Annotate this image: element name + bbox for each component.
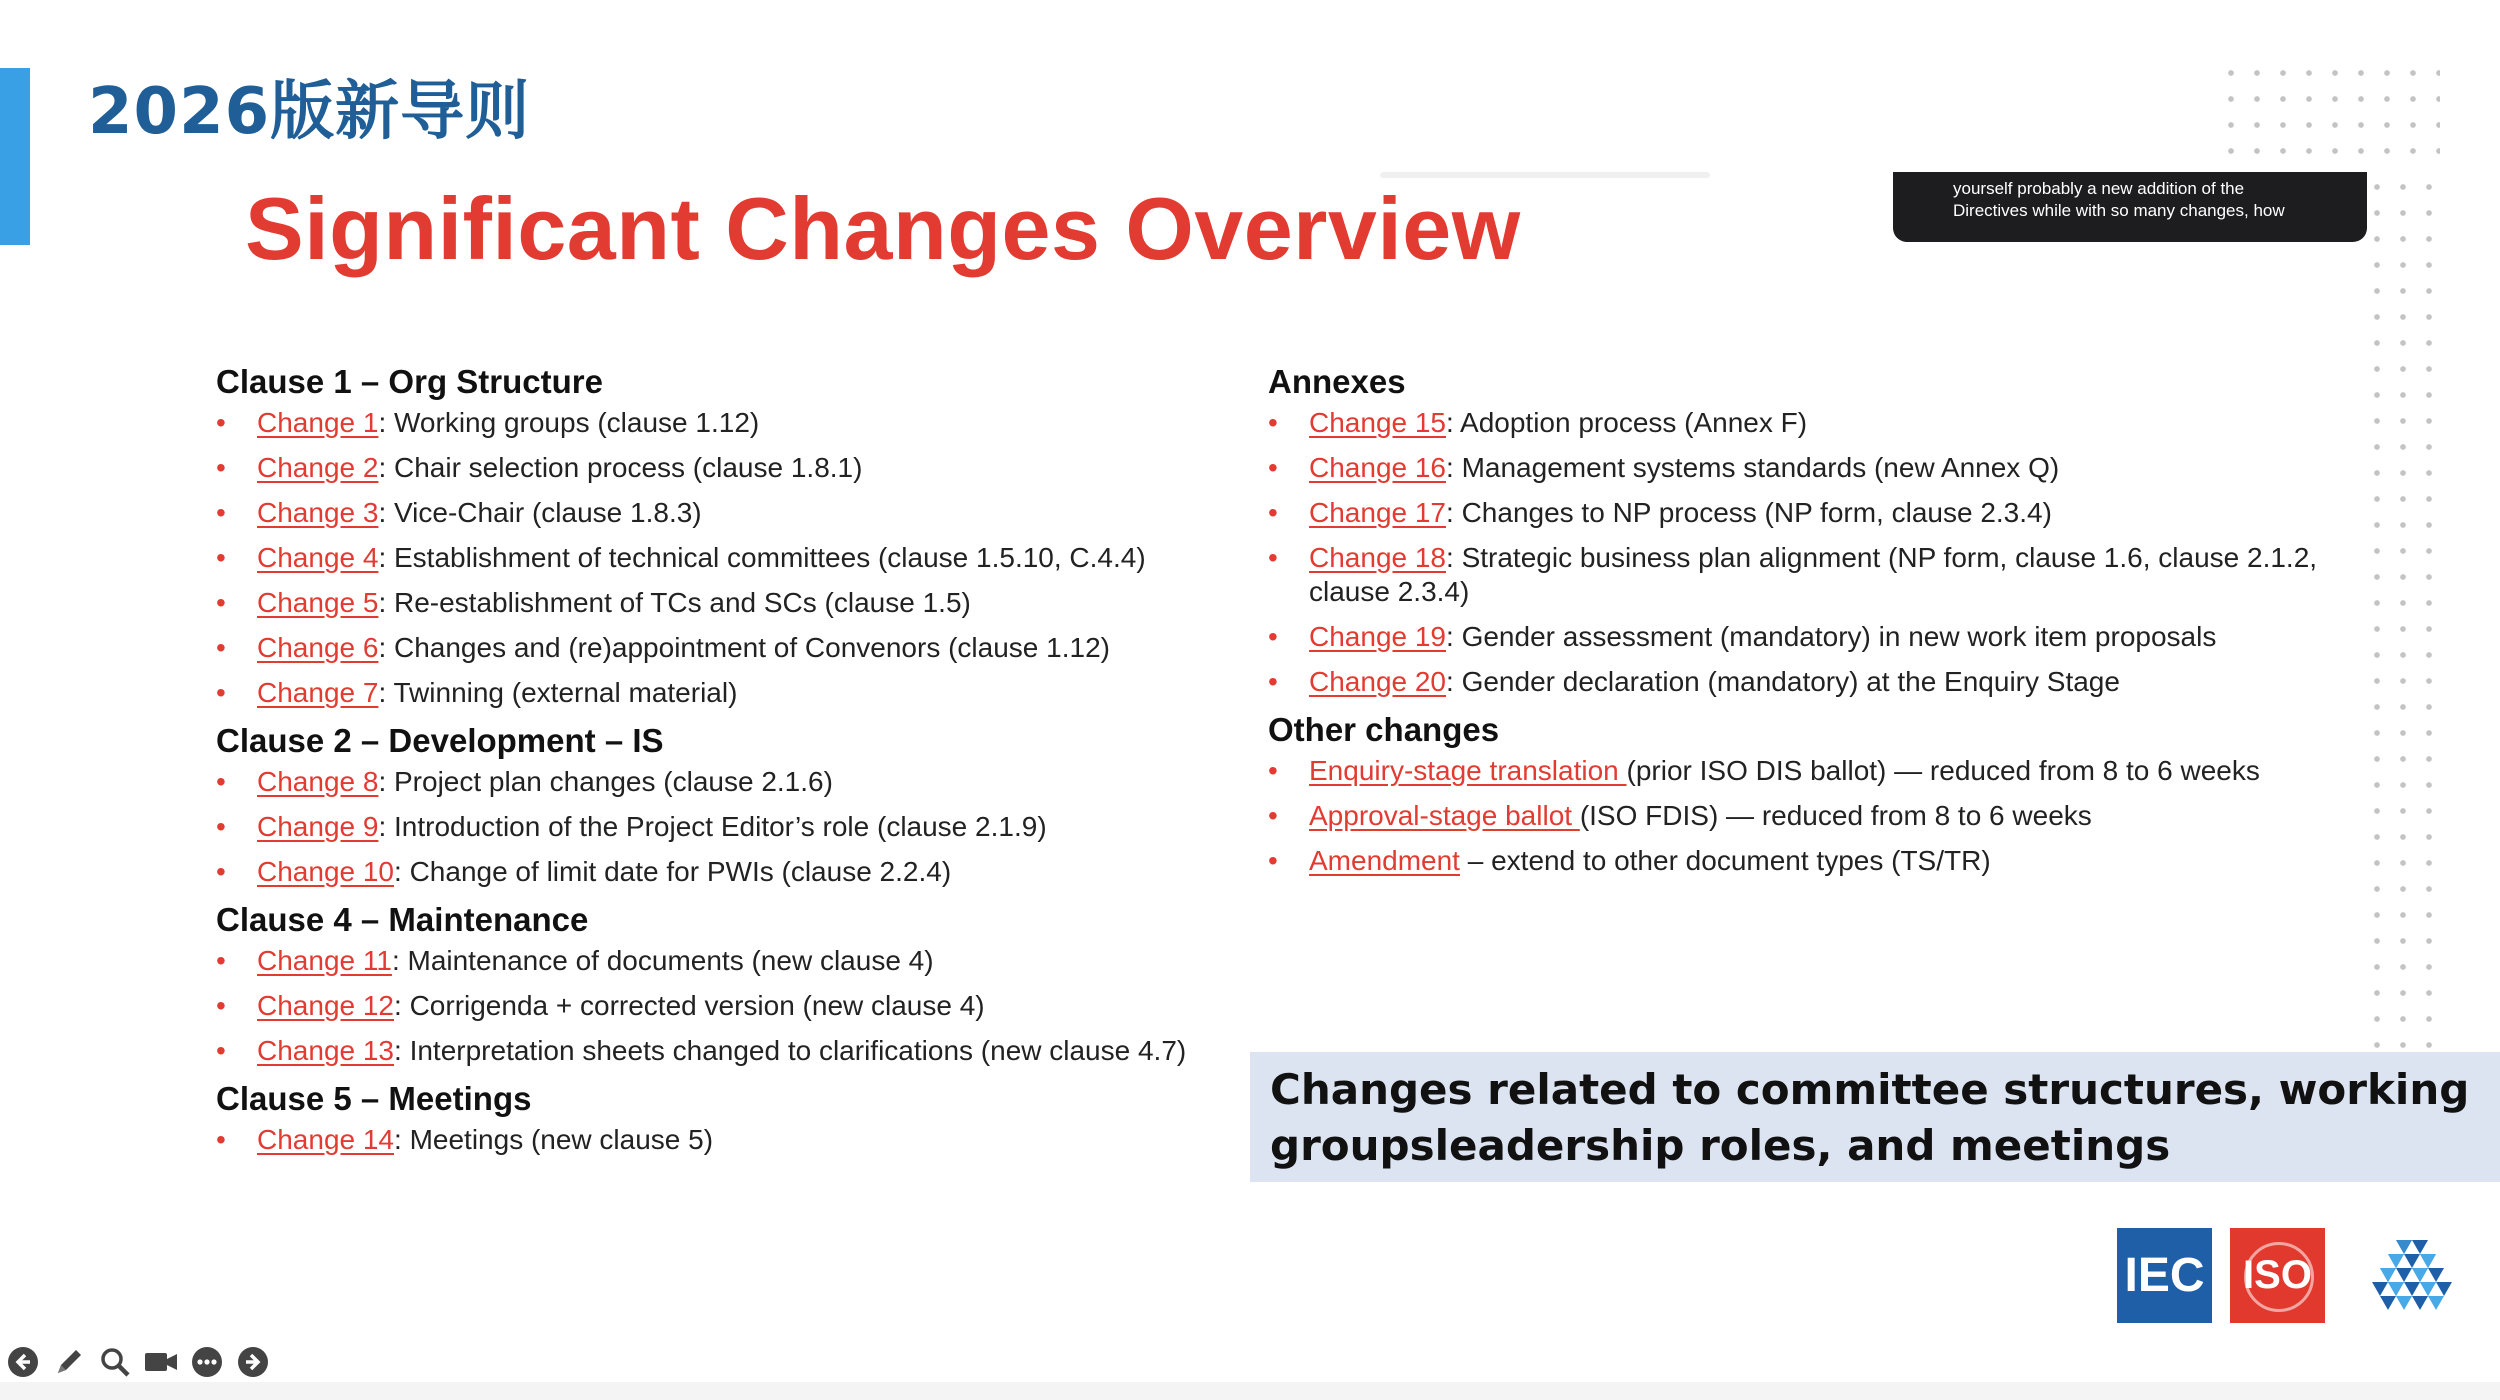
list-item xyxy=(216,676,1216,710)
next-icon xyxy=(236,1345,270,1379)
bottom-strip xyxy=(0,1382,2500,1400)
list-item xyxy=(216,989,1216,1023)
list-item xyxy=(216,496,1216,530)
change-link[interactable]: Change 12 xyxy=(257,990,395,1021)
section-title: Clause 4 – Maintenance xyxy=(216,901,589,938)
change-link[interactable]: Change 18 xyxy=(1309,542,1447,573)
list-item xyxy=(216,1123,1216,1157)
change-list xyxy=(1268,406,2318,699)
change-list xyxy=(216,944,1216,1068)
list-item xyxy=(1268,844,2318,878)
presenter-toolbar xyxy=(4,1342,272,1382)
iec-logo-text: IEC xyxy=(2124,1249,2205,1302)
change-link[interactable]: Change 3 xyxy=(257,497,379,528)
change-link[interactable]: Change 2 xyxy=(257,452,379,483)
pen-icon xyxy=(52,1345,86,1379)
camera-icon xyxy=(143,1345,179,1379)
change-description: : Meetings (new clause 5) xyxy=(394,1124,714,1155)
list-item xyxy=(216,586,1216,620)
change-link[interactable]: Change 6 xyxy=(257,632,379,663)
more-icon xyxy=(190,1345,224,1379)
change-description: : Maintenance of documents (new clause 4) xyxy=(391,945,934,976)
change-description: : Gender assessment (mandatory) in new work item proposals xyxy=(1446,621,2217,652)
prev-slide-button[interactable] xyxy=(4,1343,42,1381)
change-link[interactable]: Amendment xyxy=(1309,845,1460,876)
change-link[interactable]: Change 13 xyxy=(257,1035,395,1066)
list-item xyxy=(216,406,1216,440)
change-description: (prior ISO DIS ballot) — reduced from 8 to 6 weeks xyxy=(1626,755,2260,786)
list-item xyxy=(1268,799,2318,833)
change-description: : Corrigenda + corrected version (new clause 4) xyxy=(394,990,985,1021)
list-item xyxy=(1268,541,2318,609)
change-link[interactable]: Change 19 xyxy=(1309,621,1447,652)
list-item xyxy=(1268,496,2318,530)
list-item xyxy=(216,944,1216,978)
change-list xyxy=(216,1123,1216,1157)
change-description: : Vice-Chair (clause 1.8.3) xyxy=(378,497,702,528)
change-description: : Management systems standards (new Annex Q) xyxy=(1446,452,2060,483)
dot-grid-right xyxy=(2364,174,2440,1054)
change-list xyxy=(1268,754,2318,878)
list-item xyxy=(1268,665,2318,699)
section xyxy=(1268,362,2318,699)
change-description: (ISO FDIS) — reduced from 8 to 6 weeks xyxy=(1579,800,2092,831)
change-description: : Changes to NP process (NP form, clause 2.3.4) xyxy=(1446,497,2052,528)
section-title: Clause 1 – Org Structure xyxy=(216,363,603,400)
slide-title: 2026版新导则 xyxy=(88,75,531,149)
list-item xyxy=(1268,451,2318,485)
change-link[interactable]: Change 9 xyxy=(257,811,379,842)
section xyxy=(216,721,1216,889)
list-item xyxy=(1268,620,2318,654)
change-link[interactable]: Change 14 xyxy=(257,1124,395,1155)
change-link[interactable]: Change 1 xyxy=(257,407,379,438)
change-link[interactable]: Approval-stage ballot xyxy=(1309,800,1580,831)
iec-logo xyxy=(2117,1228,2212,1323)
change-description: : Strategic business plan alignment (NP form, clause 1.6, clause 2.1.2, clause 2.3.4) xyxy=(1309,542,2318,607)
section xyxy=(216,900,1216,1068)
callout-box: Changes related to committee structures, working groupsleadership roles, and meetings xyxy=(1250,1052,2500,1182)
tooltip-line: Directives while with so many changes, how xyxy=(1953,201,2285,220)
list-item xyxy=(216,451,1216,485)
iso-logo-text: ISO xyxy=(2243,1253,2312,1297)
change-description: : Establishment of technical committees (clause 1.5.10, C.4.4) xyxy=(378,542,1146,573)
left-column xyxy=(216,362,1216,1168)
section xyxy=(1268,710,2318,878)
list-item xyxy=(1268,406,2318,440)
list-item xyxy=(216,855,1216,889)
section-title: Clause 2 – Development – IS xyxy=(216,722,664,759)
list-item xyxy=(216,810,1216,844)
prev-icon xyxy=(6,1345,40,1379)
list-item xyxy=(216,631,1216,665)
change-list xyxy=(216,765,1216,889)
change-description: : Interpretation sheets changed to clarifications (new clause 4.7) xyxy=(394,1035,1187,1066)
change-description: : Adoption process (Annex F) xyxy=(1446,407,1808,438)
section xyxy=(216,1079,1216,1157)
accent-bar xyxy=(0,68,30,245)
change-link[interactable]: Change 17 xyxy=(1309,497,1447,528)
change-link[interactable]: Change 15 xyxy=(1309,407,1447,438)
change-link[interactable]: Change 20 xyxy=(1309,666,1447,697)
next-slide-button[interactable] xyxy=(234,1343,272,1381)
change-link[interactable]: Change 7 xyxy=(257,677,379,708)
list-item xyxy=(216,765,1216,799)
pen-button[interactable] xyxy=(50,1343,88,1381)
dot-grid-top xyxy=(2218,60,2440,174)
tooltip-line: yourself probably a new addition of the xyxy=(1953,179,2245,198)
section-title: Annexes xyxy=(1268,363,1406,400)
change-description: : Twinning (external material) xyxy=(378,677,738,708)
page-heading: Significant Changes Overview xyxy=(245,179,1521,278)
change-description: : Change of limit date for PWIs (clause 2.2.4) xyxy=(394,856,952,887)
triangle-logo-icon xyxy=(2366,1240,2452,1320)
change-link[interactable]: Change 5 xyxy=(257,587,379,618)
list-item xyxy=(216,541,1216,575)
more-button[interactable] xyxy=(188,1343,226,1381)
change-link[interactable]: Change 8 xyxy=(257,766,379,797)
iso-logo xyxy=(2230,1228,2325,1323)
change-description: : Project plan changes (clause 2.1.6) xyxy=(378,766,833,797)
change-description: – extend to other document types (TS/TR) xyxy=(1459,845,1991,876)
section-title: Other changes xyxy=(1268,711,1500,748)
zoom-button[interactable] xyxy=(96,1343,134,1381)
change-link[interactable]: Change 4 xyxy=(257,542,379,573)
change-description: : Gender declaration (mandatory) at the Enquiry Stage xyxy=(1446,666,2120,697)
list-item xyxy=(216,1034,1216,1068)
change-description: : Changes and (re)appointment of Convenors (clause 1.12) xyxy=(378,632,1110,663)
change-link[interactable]: Change 10 xyxy=(257,856,395,887)
right-column xyxy=(1268,362,2318,889)
camera-button[interactable] xyxy=(142,1343,180,1381)
change-description: : Working groups (clause 1.12) xyxy=(378,407,760,438)
change-description: : Introduction of the Project Editor’s role (clause 2.1.9) xyxy=(378,811,1047,842)
section-title: Clause 5 – Meetings xyxy=(216,1080,532,1117)
change-link[interactable]: Change 16 xyxy=(1309,452,1447,483)
section xyxy=(216,362,1216,710)
zoom-icon xyxy=(98,1345,132,1379)
change-description: : Re-establishment of TCs and SCs (clause 1.5) xyxy=(378,587,971,618)
change-description: : Chair selection process (clause 1.8.1) xyxy=(378,452,863,483)
caption-tooltip xyxy=(1893,172,2367,242)
change-link[interactable]: Change 11 xyxy=(257,945,392,976)
list-item xyxy=(1268,754,2318,788)
change-list xyxy=(216,406,1216,710)
change-link[interactable]: Enquiry-stage translation xyxy=(1309,755,1627,786)
